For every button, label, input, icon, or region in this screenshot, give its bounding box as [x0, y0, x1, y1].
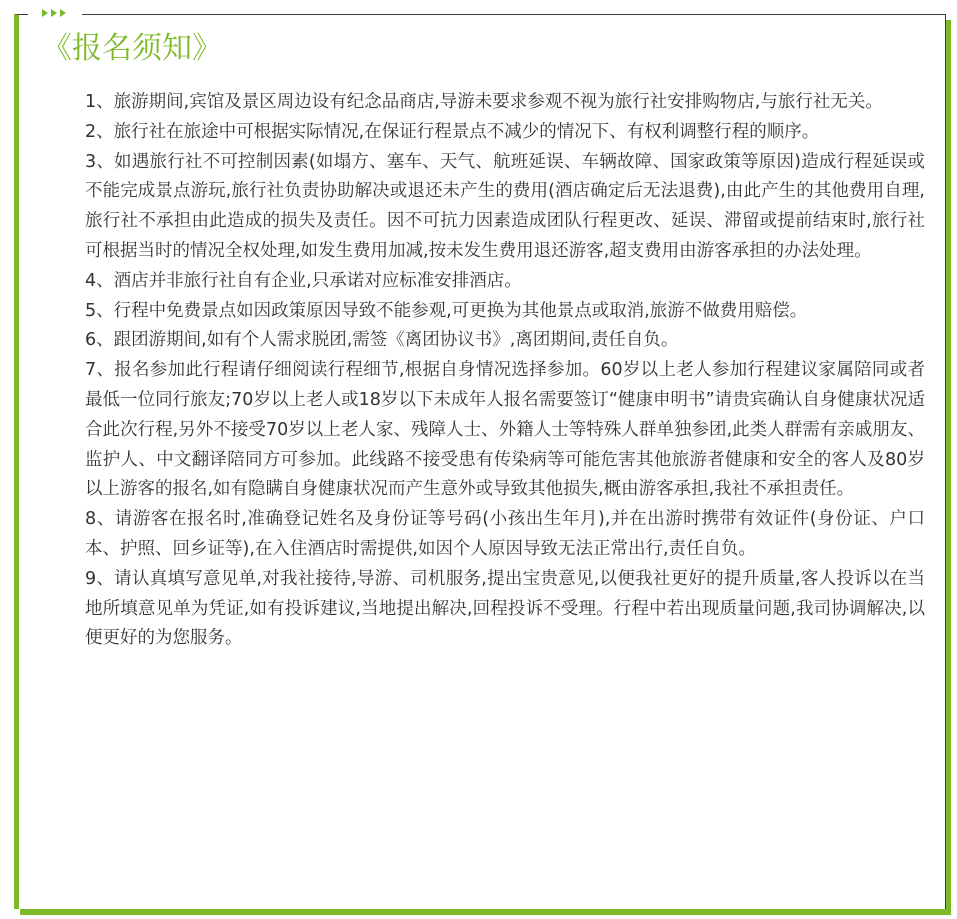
notice-item: 3、如遇旅行社不可控制因素(如塌方、塞车、天气、航班延误、车辆故障、国家政策等原因)造成行程延误或不能完成景点游玩,旅行社负责协助解决或退还未产生的费用(酒店确定后无法退费),由此产生的其他费用自理,旅行社不承担由此造成的损失及责任。因不可抗力因素造成团队行程更改、延误、滞留或提前结束时,旅行社可根据当时的情况全权处理,如发生费用加减,按未发生费用退还游客,超支费用由游客承担的办法处理。: [85, 151, 925, 261]
title-ornament: [42, 9, 66, 19]
arrow-icon: [60, 9, 66, 17]
notice-item: 5、行程中免费景点如因政策原因导致不能参观,可更换为其他景点或取消,旅游不做费用赔偿。: [85, 300, 808, 321]
page-title: 《报名须知》: [42, 31, 222, 66]
notice-item: 2、旅行社在旅途中可根据实际情况,在保证行程景点不减少的情况下、有权利调整行程的顺序。: [85, 121, 820, 142]
notice-item: 4、酒店并非旅行社自有企业,只承诺对应标准安排酒店。: [85, 270, 522, 291]
notice-item: 9、请认真填写意见单,对我社接待,导游、司机服务,提出宝贵意见,以便我社更好的提升质量,客人投诉以在当地所填意见单为凭证,如有投诉建议,当地提出解决,回程投诉不受理。行程中若出现质量问题,我司协调解决,以便更好的为您服务。: [85, 568, 925, 649]
notice-item: 8、请游客在报名时,准确登记姓名及身份证等号码(小孩出生年月),并在出游时携带有效证件(身份证、户口本、护照、回乡证等),在入住酒店时需提供,如因个人原因导致无法正常出行,责任自负。: [85, 509, 925, 559]
notice-list: [85, 88, 925, 654]
notice-item: 1、旅游期间,宾馆及景区周边设有纪念品商店,导游未要求参观不视为旅行社安排购物店,与旅行社无关。: [85, 92, 883, 112]
arrow-icon: [51, 9, 57, 17]
notice-item: 6、跟团游期间,如有个人需求脱团,需签《离团协议书》,离团期间,责任自负。: [85, 330, 679, 351]
arrow-icon: [42, 9, 48, 17]
notice-item: 7、报名参加此行程请仔细阅读行程细节,根据自身情况选择参加。60岁以上老人参加行程建议家属陪同或者最低一位同行旅友;70岁以上老人或18岁以下未成年人报名需要签订“健康申明书”请贵宾确认自身健康状况适合此次行程,另外不接受70岁以上老人家、残障人士、外籍人士等特殊人群单独参团,此类人群需有亲戚朋友、监护人、中文翻译陪同方可参加。此线路不接受患有传染病等可能危害其他旅游者健康和安全的客人及80岁以上游客的报名,如有隐瞒自身健康状况而产生意外或导致其他损失,概由游客承担,我社不承担责任。: [85, 360, 925, 500]
